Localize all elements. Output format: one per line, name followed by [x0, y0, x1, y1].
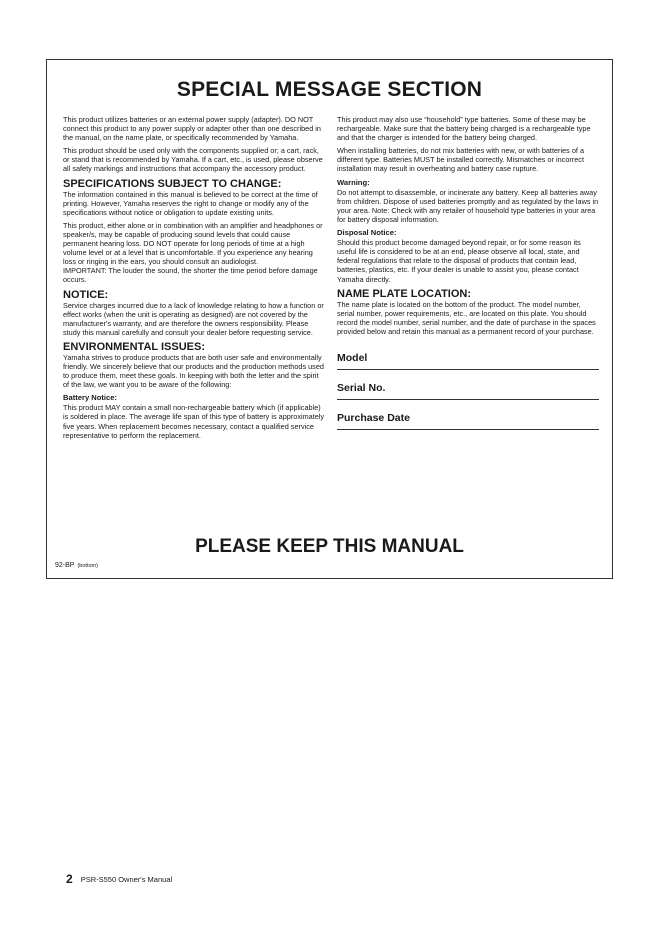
- special-message-box: [46, 59, 613, 579]
- disposal-heading: Disposal Notice:: [337, 228, 397, 238]
- section-title: SPECIAL MESSAGE SECTION: [176, 78, 483, 101]
- environmental-text: Yamaha strives to produce products that are both user safe and environmentally friendly. We sincerely believe that our products and the production methods used to produce them, meet these goals. In keeping with both the letter and the spirit of the law, we want you to be aware of the following:: [63, 352, 324, 390]
- serial-number-field: Serial No.: [337, 384, 599, 400]
- model-field: Model: [337, 354, 599, 370]
- manual-name: PSR-S550 Owner's Manual: [80, 875, 173, 884]
- warning-text: Do not attempt to disassemble, or incinerate any battery. Keep all batteries away from children. Dispose of used batteries promptly and as regulated by the laws in your area. Note: Check with any retailer of household type batteries in your area for battery disposal information.: [337, 187, 599, 224]
- name-plate-text: The name plate is located on the bottom of the product. The model number, serial number, power requirements, etc., are located on this plate. You should record the model number, serial number, and the date of purchase in the spaces provided below and retain this manual as a permanent record of your purchase.: [337, 299, 596, 336]
- purchase-date-field: Purchase Date: [337, 414, 599, 430]
- components-paragraph: This product should be used only with the components supplied or; a cart, rack, or stand that is recommended by Yamaha. If a cart, etc., is used, please observe all safety markings and instructions that accompany the accessory product.: [63, 146, 323, 174]
- battery-notice-text: This product MAY contain a small non-rechargeable battery which (if applicable) is soldered in place. The average life span of this type of battery is approximately five years. When replacement becomes necessary, contact a qualified service representative to perform the replacement.: [63, 403, 325, 440]
- warning-heading: Warning:: [337, 177, 370, 187]
- notice-heading: NOTICE:: [63, 288, 109, 301]
- page-footer: [66, 872, 172, 886]
- specifications-text: The information contained in this manual is believed to be correct at the time of printing. However, Yamaha reserves the right to change or modify any of the specifications without notice or obligation to update existing units.: [63, 189, 318, 217]
- page-number: 2: [66, 872, 73, 886]
- notice-text: Service charges incurred due to a lack of knowledge relating to how a function or effect works (when the unit is operating as designed) are not covered by the manufacturer's warranty, and are therefore the owners responsibility. Please study this manual carefully and consult your dealer before requesting service.: [63, 300, 324, 337]
- left-column: [63, 115, 325, 444]
- power-supply-paragraph: This product utilizes batteries or an external power supply (adapter). DO NOT connect this product to any power supply or adapter other than one described in the manual, on the name plate, or specifically recommended by Yamaha.: [63, 115, 321, 143]
- battery-notice-heading: Battery Notice:: [63, 393, 118, 403]
- right-column: [337, 115, 599, 430]
- disposal-text: Should this product become damaged beyond repair, or for some reason its useful life is considered to be at an end, please observe all local, state, and federal regulations that relate to the disposal of products that contain lead, batteries, plastics, etc. If your dealer is unable to assist you, please contact Yamaha directly.: [337, 238, 581, 284]
- name-plate-heading: NAME PLATE LOCATION:: [337, 287, 472, 300]
- specifications-heading: SPECIFICATIONS SUBJECT TO CHANGE:: [63, 177, 282, 190]
- keep-manual-title: PLEASE KEEP THIS MANUAL: [195, 536, 464, 557]
- environmental-heading: ENVIRONMENTAL ISSUES:: [63, 340, 205, 353]
- document-code-value: 92-BP: [55, 562, 75, 569]
- important-paragraph: IMPORTANT: The louder the sound, the shorter the time period before damage occurs.: [63, 266, 318, 285]
- hearing-paragraph: This product, either alone or in combination with an amplifier and headphones or speaker/s, may be capable of producing sound levels that could cause permanent hearing loss. DO NOT operate for long periods of time at a high volume level or at a level that is uncomfortable. If you experience any hearing loss or ringing in the ears, you should consult an audiologist.: [63, 220, 323, 267]
- document-code-note: (bottom): [77, 563, 98, 569]
- installing-batteries-paragraph: When installing batteries, do not mix batteries with new, or with batteries of a different type. Batteries MUST be installed correctly. Mismatches or incorrect installation may result in overheating and battery case rupture.: [337, 146, 585, 174]
- household-batteries-paragraph: This product may also use “household” type batteries. Some of these may be rechargeable. Make sure that the battery being charged is a rechargeable type and that the charger is intended for the battery being charged.: [337, 115, 591, 143]
- document-code: [55, 562, 98, 569]
